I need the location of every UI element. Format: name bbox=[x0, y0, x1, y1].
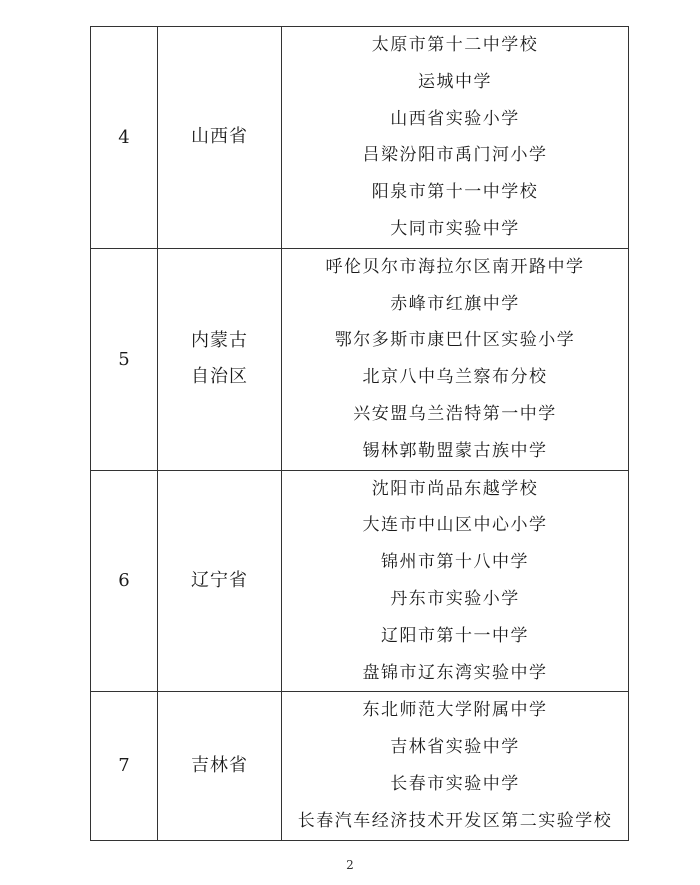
school-name: 鄂尔多斯市康巴什区实验小学 bbox=[334, 330, 576, 351]
school-name: 吕梁汾阳市禹门河小学 bbox=[362, 145, 548, 166]
row-number: 7 bbox=[91, 692, 158, 840]
province-name-line-1: 内蒙古 bbox=[191, 330, 248, 352]
province-cell bbox=[158, 27, 282, 249]
school-name: 吉林省实验中学 bbox=[390, 737, 520, 758]
province-name: 辽宁省 bbox=[191, 569, 248, 591]
table-row bbox=[91, 248, 629, 470]
schools-table bbox=[90, 26, 629, 841]
school-list bbox=[282, 248, 629, 470]
school-name: 盘锦市辽东湾实验中学 bbox=[362, 662, 548, 683]
school-name: 长春市实验中学 bbox=[390, 773, 520, 794]
row-number: 6 bbox=[91, 470, 158, 692]
school-name: 赤峰市红旗中学 bbox=[390, 293, 520, 314]
school-list bbox=[282, 692, 629, 840]
row-number: 4 bbox=[91, 27, 158, 249]
row-number: 5 bbox=[91, 248, 158, 470]
table-row bbox=[91, 692, 629, 840]
school-name: 东北师范大学附属中学 bbox=[362, 700, 548, 721]
table-row bbox=[91, 470, 629, 692]
school-name: 太原市第十二中学校 bbox=[371, 35, 539, 55]
province-name: 吉林省 bbox=[191, 754, 248, 776]
school-name: 大连市中山区中心小学 bbox=[362, 515, 548, 536]
school-name: 运城中学 bbox=[418, 71, 492, 92]
school-name: 兴安盟乌兰浩特第一中学 bbox=[353, 403, 557, 424]
province-name-line-2: 自治区 bbox=[191, 366, 248, 388]
school-list bbox=[282, 27, 629, 249]
school-name: 阳泉市第十一中学校 bbox=[371, 182, 539, 203]
school-name: 呼伦贝尔市海拉尔区南开路中学 bbox=[325, 256, 585, 277]
school-name: 辽阳市第十一中学 bbox=[381, 625, 529, 646]
school-name: 长春汽车经济技术开发区第二实验学校 bbox=[297, 810, 613, 831]
school-name: 丹东市实验小学 bbox=[390, 588, 520, 609]
province-cell bbox=[158, 470, 282, 692]
school-name: 大同市实验中学 bbox=[390, 218, 520, 239]
school-name: 北京八中乌兰察布分校 bbox=[362, 367, 548, 388]
school-name: 沈阳市尚品东越学校 bbox=[371, 478, 539, 499]
page-number: 2 bbox=[346, 858, 354, 872]
school-name: 山西省实验小学 bbox=[390, 108, 520, 129]
table-row bbox=[91, 27, 629, 249]
school-name: 锦州市第十八中学 bbox=[381, 552, 529, 573]
province-cell bbox=[158, 692, 282, 840]
school-name: 锡林郭勒盟蒙古族中学 bbox=[362, 440, 548, 461]
province-name: 山西省 bbox=[191, 126, 248, 148]
province-cell bbox=[158, 248, 282, 470]
school-list bbox=[282, 470, 629, 692]
